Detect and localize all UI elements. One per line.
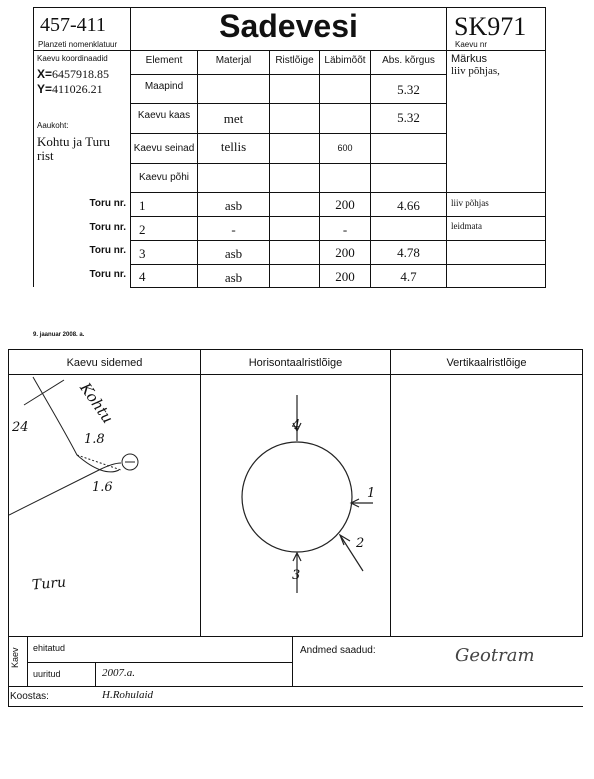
pipe-materjal: - bbox=[231, 222, 236, 237]
kaev-id: SK971 bbox=[454, 12, 527, 41]
row-materjal: tellis bbox=[220, 139, 247, 154]
sketch-label-18: 1.8 bbox=[84, 432, 105, 447]
row-korgus: 5.32 bbox=[397, 82, 420, 97]
row-element: Maapind bbox=[144, 81, 184, 92]
sketch-label-16: 1.6 bbox=[92, 480, 113, 495]
surveyed-value: 2007.a. bbox=[102, 667, 135, 679]
pipe-nr: 3 bbox=[139, 246, 146, 261]
sketch-label-24: 24 bbox=[12, 420, 29, 435]
source-label: Andmed saadud: bbox=[300, 645, 376, 656]
pipe-labimoot: 200 bbox=[335, 197, 355, 212]
street-edge-line bbox=[24, 380, 64, 405]
nomenclature-label: Planzeti nomenklatuur bbox=[38, 40, 118, 49]
header-labimoot: Läbimõõt bbox=[324, 55, 366, 66]
page-title: Sadevesi bbox=[219, 8, 358, 44]
col-kaevu-sidemed: Kaevu sidemed bbox=[66, 357, 143, 369]
measure-line bbox=[77, 455, 121, 470]
row-labimoot: 600 bbox=[337, 143, 353, 153]
remarks-label: Märkus bbox=[451, 53, 488, 65]
row-materjal: met bbox=[223, 111, 244, 126]
pipe-label-1: 1 bbox=[367, 486, 376, 501]
pipe-label: Toru nr. bbox=[89, 269, 126, 280]
pipe-korgus: 4.7 bbox=[400, 269, 417, 284]
header-ristloige: Ristlõige bbox=[275, 55, 314, 66]
source-value: Geotram bbox=[455, 645, 535, 666]
kaev-side-label: Kaev bbox=[10, 647, 20, 668]
horizontal-section-drawing bbox=[201, 375, 390, 636]
pipe-korgus: 4.78 bbox=[397, 245, 420, 260]
pipe-label: Toru nr. bbox=[89, 198, 126, 209]
pipe-materjal: asb bbox=[224, 198, 243, 213]
row-element: Kaevu seinad bbox=[133, 143, 195, 154]
pipe-labimoot: 200 bbox=[335, 269, 355, 284]
row-korgus: 5.32 bbox=[397, 110, 420, 125]
address-value: Kohtu ja Turu rist bbox=[37, 134, 110, 163]
pipe-korgus: 4.66 bbox=[397, 198, 420, 213]
pipe-label: Toru nr. bbox=[89, 222, 126, 233]
pipe-materjal: asb bbox=[224, 270, 243, 285]
sketch-label-turu: Turu bbox=[31, 574, 67, 594]
header-element: Element bbox=[145, 55, 183, 66]
pipe-label-4: 4 bbox=[292, 418, 301, 433]
date-text: 9. jaanuar 2008. a. bbox=[33, 332, 85, 338]
x-coordinate bbox=[37, 67, 109, 82]
x-label: X= bbox=[37, 67, 53, 81]
address-label: Aaukoht: bbox=[37, 121, 69, 130]
remarks-text: liiv põhjas, bbox=[451, 65, 500, 77]
row-element: Kaevu põhi bbox=[138, 172, 190, 183]
y-label: Y= bbox=[37, 82, 53, 96]
header-korgus: Abs. kõrgus bbox=[382, 55, 435, 66]
coord-label: Kaevu koordinaadid bbox=[37, 54, 108, 63]
manhole-circle bbox=[242, 442, 352, 552]
pipe-labimoot: - bbox=[342, 222, 348, 237]
sketch-label-kohtu: Kohtu bbox=[76, 379, 117, 427]
pipe-note: leidmata bbox=[451, 221, 482, 231]
col-horisontaal: Horisontaalristlõige bbox=[248, 357, 343, 369]
kaev-id-label: Kaevu nr bbox=[455, 40, 488, 49]
pipe-nr: 4 bbox=[139, 269, 146, 284]
built-label: ehitatud bbox=[33, 643, 66, 653]
pipe-label: Toru nr. bbox=[89, 245, 126, 256]
row-element: Kaevu kaas bbox=[137, 110, 191, 121]
x-value: 6457918.85 bbox=[52, 67, 110, 81]
author-label: Koostas: bbox=[10, 691, 49, 702]
author-value: H.Rohulaid bbox=[102, 689, 154, 701]
pipe-label-2: 2 bbox=[356, 536, 365, 551]
y-value: 411026.21 bbox=[52, 82, 103, 96]
header-materjal: Materjal bbox=[215, 55, 252, 66]
pipe-note: liiv põhjas bbox=[451, 198, 489, 208]
pipe-nr: 2 bbox=[139, 222, 146, 237]
col-vertikaal: Vertikaalristlõige bbox=[446, 357, 527, 369]
surveyed-label: uuritud bbox=[33, 669, 61, 679]
pipe-labimoot: 200 bbox=[335, 245, 355, 260]
pipe-nr: 1 bbox=[139, 198, 146, 213]
y-coordinate bbox=[37, 82, 103, 97]
nomenclature-value: 457-411 bbox=[40, 14, 106, 36]
pipe-label-3: 3 bbox=[292, 568, 301, 583]
pipe-materjal: asb bbox=[224, 246, 243, 261]
